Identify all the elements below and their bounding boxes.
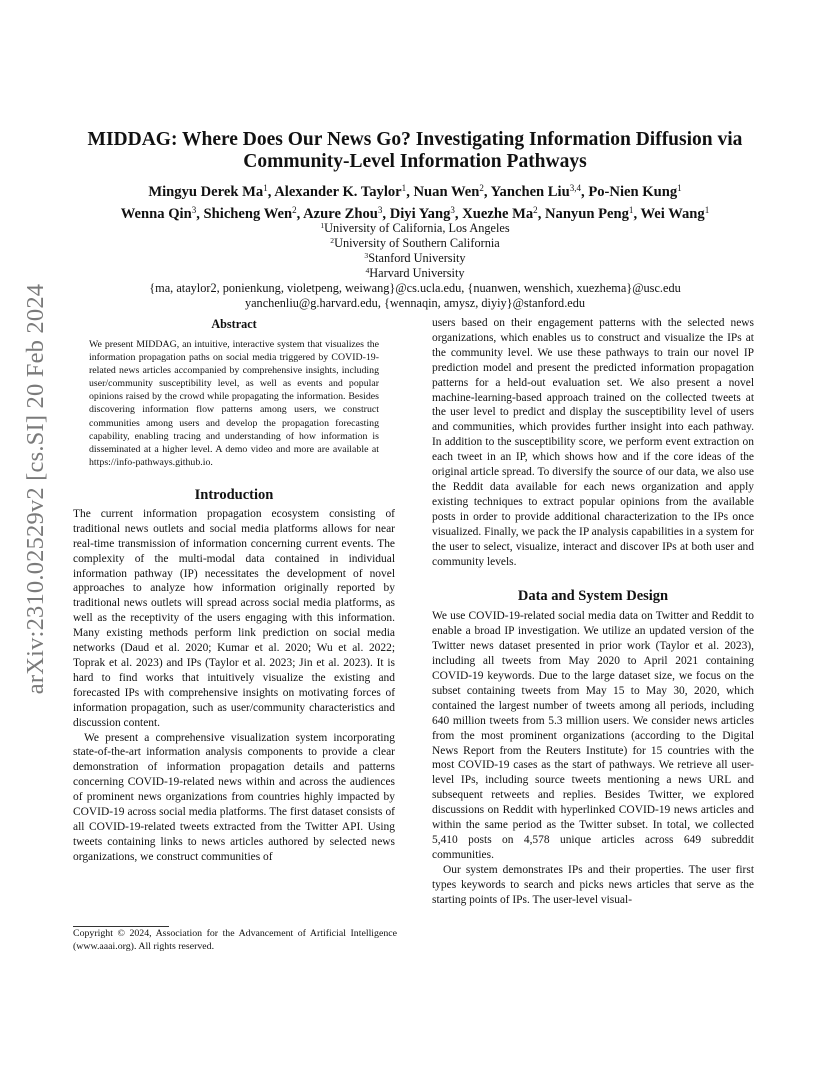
author-affiliation-mark: 3	[377, 205, 383, 216]
author-affiliation-mark: 1	[628, 205, 634, 216]
introduction-paragraph-1: The current information propagation ecosystem consisting of traditional news outlets and social media platforms allows for near real-time transmission of information concerning current events. The complexity of the multi-modal data contained in individual information pathway (IP) necessitates the development of novel approaches to analyze how information originally reported by traditional news outlets will spread across social media platforms, as well as the receptivity of the users engaging with this information. Many existing methods perform link prediction on social media networks (Daud et al. 2020; Kumar et al. 2020; Wu et al. 2022; Toprak et al. 2023) and IPs (Taylor et al. 2023; Jin et al. 2023). It is hard to find works that intuitively visualize the existing and forecasted IPs with comprehensive insights on motivating forces of information propagation, such as user/community characteristics and discussion content.	[73, 507, 395, 729]
author-name: Po-Nien Kung	[588, 184, 678, 200]
affiliation-number: 1	[320, 220, 325, 230]
affiliation-name: University of California, Los Angeles	[324, 221, 510, 235]
affiliation-item	[70, 251, 760, 266]
author-line-1: Mingyu Derek Ma$^1$, Alexander K. Taylor$^1$, Nuan Wen$^2$, Yanchen Liu$^{3,4}$, Po-Nien Kung$^1$	[148, 183, 682, 200]
affiliation-item	[70, 266, 760, 281]
right-column	[432, 316, 754, 908]
affiliation-list	[70, 221, 760, 281]
author-name: Alexander K. Taylor	[274, 184, 402, 200]
affiliations	[70, 221, 760, 311]
author-name: Diyi Yang	[389, 206, 451, 222]
author-affiliation-mark: 2	[292, 205, 297, 216]
author-name: Nanyun Peng	[544, 206, 629, 222]
author-name: Mingyu Derek Ma	[148, 184, 264, 200]
introduction-continuation: users based on their engagement patterns with the selected news organizations, which enables us to construct and visualize the IPs at the community level. We use these pathways to train our novel IP prediction model and present the predicted information propagation patterns for a held-out evaluation set. We also present a novel machine-learning-based approach trained on the collected tweets at the user level to predict and display the susceptibility level of users and communities, which provides further insight into each pathway. In addition to the susceptibility score, we perform event extraction on each tweet in an IP, which shows how and if the core ideas of the original article spread. To diversify the source of our data, we also use the Reddit data available for each news organization and apply existing techniques to extract popular opinions from the available posts in order to provide additional characterization to the IPs once visualized. Finally, we pack the IP analysis capabilities in a system for the user to select, visualize, interact and discover IPs at both user and community levels.	[432, 317, 754, 568]
data-system-paragraph-2: Our system demonstrates IPs and their properties. The user first types keywords to search and picks news articles that serve as the starting points of IPs. The user-level visual-	[432, 863, 754, 906]
author-affiliation-mark: 3	[191, 205, 197, 216]
author-affiliation-mark: 1	[263, 183, 268, 194]
author-affiliation-mark: 1	[704, 205, 710, 216]
author-name: Xuezhe Ma	[462, 206, 534, 222]
email-line-2: yanchenliu@g.harvard.edu, {wennaqin, amysz, diyiy}@stanford.edu	[244, 296, 586, 310]
abstract-heading: Abstract	[211, 317, 257, 331]
author-name: Wei Wang	[640, 206, 705, 222]
author-affiliation-mark: 1	[677, 183, 682, 194]
affiliation-name: Harvard University	[369, 266, 465, 280]
abstract-text: We present MIDDAG, an intuitive, interactive system that visualizes the information propagation paths on social media triggered by COVID-19-related news articles accompanied by comprehensive insights, including user/community susceptibility level, as well as events and popular opinions raised by the crowd while propagating the information. Besides discovering information flow patterns among users, we construct communities among users and develop the propagation forecasting capability, enabling tracing and understanding of how information is disseminated at a higher level. A demo video and more are available at https://info-pathways.github.io.	[89, 339, 379, 468]
author-name: Azure Zhou	[303, 206, 378, 222]
copyright-notice: Copyright © 2024, Association for the Advancement of Artificial Intelligence (www.aaai.org). All rights reserved.	[73, 928, 397, 953]
data-system-paragraph-1: We use COVID-19-related social media data on Twitter and Reddit to enable a broad IP investigation. We utilize an updated version of the Twitter news dataset presented in prior work (Taylor et al. 2023), including all tweets from May 2020 to April 2021 containing COVID-19 keywords. Due to the large dataset size, we focus on the subset containing tweets from May 15 to May 30, 2020, which contained the largest number of tweets among all periods, including 640 million tweets from 5.3 million users. We consider news articles from the most prominent organizations (according to the Digital News Report from the Reuters Institute) for 15 countries with the most COVID-19 cases as the start of pathways. We retrieve all user-level IPs, including source tweets mentioning a news URL and subsequent retweets and replies. Besides Twitter, we explored discussions on Reddit with hyperlinked COVID-19 news articles and within the same period as the Twitter subset. In total, we collected 5,410 posts on 4,578 unique articles across 649 subreddit communities.	[432, 610, 754, 861]
author-name: Wenna Qin	[120, 206, 192, 222]
author-affiliation-mark: 2	[479, 183, 484, 194]
author-name: Nuan Wen	[413, 184, 480, 200]
author-affiliation-mark: 3,4	[569, 183, 582, 194]
affiliation-item	[70, 236, 760, 251]
author-name: Shicheng Wen	[203, 206, 293, 222]
author-affiliation-mark: 1	[401, 183, 407, 194]
left-column	[73, 316, 395, 865]
author-line-2: Wenna Qin$^3$, Shicheng Wen$^2$, Azure Zhou$^3$, Diyi Yang$^3$, Xuezhe Ma$^2$, Nanyun Peng$^1$, Wei Wang$^1$	[120, 205, 710, 222]
introduction-paragraph-2: We present a comprehensive visualization system incorporating state-of-the-art information analysis components to provide a clear demonstration of information propagation details and patterns concerning COVID-19-related news within and across the audiences of prominent news organizations from countries highly impacted by COVID-19 across social media platforms. The first dataset consists of all COVID-19-related tweets extracted from the Twitter API. Using tweets containing links to news articles authored by selected news organizations, we construct communities of	[73, 731, 395, 863]
affiliation-number: 3	[364, 250, 369, 260]
arxiv-identifier: arXiv:2310.02529v2 [cs.SI] 20 Feb 2024	[22, 283, 50, 695]
arxiv-stamp	[14, 283, 58, 695]
author-name: Yanchen Liu	[490, 184, 570, 200]
author-list	[70, 181, 760, 225]
author-affiliation-mark: 2	[533, 205, 538, 216]
data-system-heading: Data and System Design	[517, 588, 669, 605]
affiliation-name: University of Southern California	[334, 236, 500, 250]
affiliation-item	[70, 221, 760, 236]
affiliation-number: 4	[365, 265, 370, 275]
author-affiliation-mark: 3	[450, 205, 455, 216]
introduction-heading: Introduction	[194, 486, 274, 503]
paper-title: MIDDAG: Where Does Our News Go? Investigating Information Diffusion via Community-Level Information Pathways	[87, 129, 743, 172]
email-line-1: {ma, ataylor2, ponienkung, violetpeng, weiwang}@cs.ucla.edu, {nuanwen, wenshich, xuezhema}@usc.edu	[149, 281, 681, 295]
affiliation-number: 2	[330, 235, 335, 245]
affiliation-name: Stanford University	[368, 251, 466, 265]
